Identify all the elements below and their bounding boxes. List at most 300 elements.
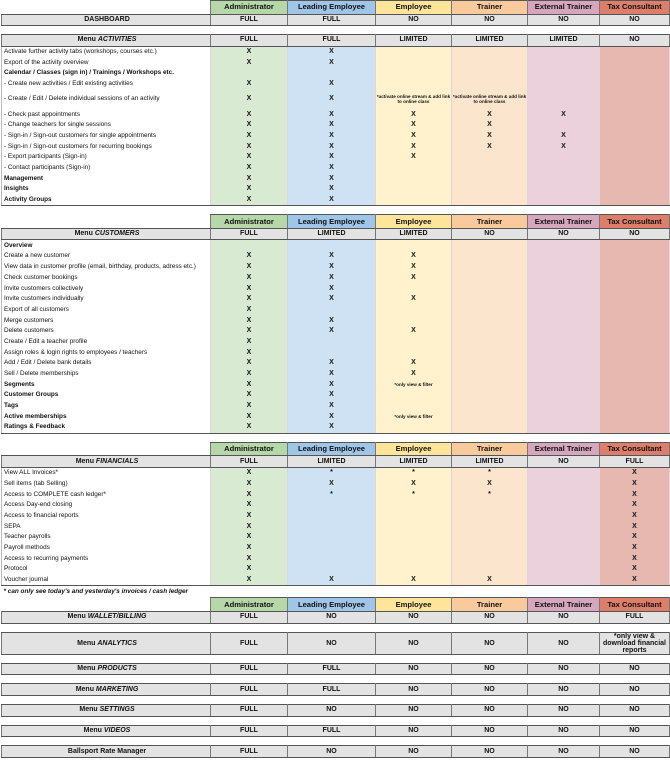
customers-permission-label: Assign roles & login rights to employees / teachers: [2, 347, 211, 358]
role-header-row: [2, 598, 670, 612]
customers-permission-cell-employee: X: [376, 273, 452, 284]
activities-level: LIMITED: [528, 35, 600, 47]
activities-permission-label: Export of the activity overview: [2, 57, 211, 68]
activities-section-title: Menu ACTIVITIES: [2, 35, 211, 47]
customers-permission-cell-leading-employee: X: [288, 358, 376, 369]
customers-permission-cell-tax-consultant: [600, 315, 670, 326]
financials-permission-cell-administrator: X: [211, 575, 288, 586]
customers-permission-cell-external-trainer: [528, 390, 600, 401]
activities-permission-cell-trainer: [452, 46, 528, 57]
customers-permission-cell-trainer: [452, 294, 528, 305]
customers-permission-cell-external-trainer: [528, 411, 600, 422]
activities-permission-cell-administrator: X: [211, 152, 288, 163]
activities-permission-cell-external-trainer: [528, 173, 600, 184]
customers-permission-cell-employee: X: [376, 262, 452, 273]
activities-permission-cell-employee: X: [376, 109, 452, 120]
customers-permission-row: [2, 369, 670, 380]
menu-level-tax-consultant: *only view & download financial reports: [600, 632, 670, 654]
financials-permission-cell-administrator: X: [211, 511, 288, 522]
customers-permission-cell-tax-consultant: [600, 411, 670, 422]
financials-permission-cell-administrator: X: [211, 532, 288, 543]
menu-level-tax-consultant: NO: [600, 663, 670, 675]
financials-permission-cell-administrator: X: [211, 479, 288, 490]
menu-level-employee: NO: [376, 746, 452, 758]
customers-permission-cell-trainer: [452, 315, 528, 326]
activities-permission-cell-trainer: [452, 184, 528, 195]
activities-permission-label: - Export participants (Sign-in): [2, 152, 211, 163]
customers-permission-row: [2, 390, 670, 401]
customers-permission-cell-administrator: X: [211, 262, 288, 273]
menu-title: [2, 725, 211, 737]
financials-permission-cell-tax-consultant: X: [600, 543, 670, 554]
customers-permission-row: [2, 240, 670, 251]
activities-permission-cell-leading-employee: X: [288, 79, 376, 90]
customers-permission-label: View data in customer profile (email, birthday, products, adress etc.): [2, 262, 211, 273]
customers-permission-row: [2, 401, 670, 412]
financials-permission-cell-leading-employee: *: [288, 489, 376, 500]
financials-permission-cell-administrator: X: [211, 543, 288, 554]
role-header-administrator: Administrator: [211, 215, 288, 229]
customers-permission-row: [2, 262, 670, 273]
customers-permission-row: [2, 411, 670, 422]
activities-permission-cell-tax-consultant: [600, 57, 670, 68]
activities-permission-label: - Create / Edit / Delete individual sessions of an activity: [2, 89, 211, 109]
customers-permission-cell-employee: [376, 315, 452, 326]
activities-permission-cell-employee: [376, 195, 452, 206]
role-header-employee: Employee: [376, 442, 452, 456]
financials-level: FULL: [600, 456, 670, 468]
financials-permission-cell-employee: [376, 543, 452, 554]
customers-permission-cell-trainer: [452, 251, 528, 262]
role-header-trainer: Trainer: [452, 1, 528, 15]
customers-permission-cell-external-trainer: [528, 369, 600, 380]
customers-level: NO: [528, 228, 600, 240]
customers-permission-cell-employee: *only view & filter: [376, 379, 452, 390]
customers-permission-cell-trainer: [452, 347, 528, 358]
customers-permission-cell-external-trainer: [528, 305, 600, 316]
financials-level: FULL: [211, 456, 288, 468]
financials-permission-cell-trainer: [452, 511, 528, 522]
financials-permission-cell-tax-consultant: X: [600, 489, 670, 500]
customers-permission-cell-external-trainer: [528, 240, 600, 251]
customers-permission-cell-trainer: [452, 401, 528, 412]
customers-permission-label: Check customer bookings: [2, 273, 211, 284]
customers-permission-label: Ratings & Feedback: [2, 422, 211, 433]
menu-level-employee: NO: [376, 725, 452, 737]
customers-permission-cell-trainer: [452, 305, 528, 316]
customers-permission-cell-tax-consultant: [600, 262, 670, 273]
role-header-tax-consultant: Tax Consultant: [600, 442, 670, 456]
activities-permission-cell-tax-consultant: [600, 120, 670, 131]
activities-permission-cell-administrator: X: [211, 195, 288, 206]
customers-permission-cell-trainer: [452, 283, 528, 294]
financials-permission-cell-external-trainer: [528, 479, 600, 490]
customers-permission-cell-external-trainer: [528, 273, 600, 284]
financials-permission-cell-employee: X: [376, 575, 452, 586]
customers-permission-label: Invite customers collectively: [2, 283, 211, 294]
dashboard-row: [2, 14, 670, 26]
activities-permission-label: Activate further activity tabs (workshops, courses etc.): [2, 46, 211, 57]
financials-permission-cell-trainer: X: [452, 479, 528, 490]
financials-permission-cell-tax-consultant: X: [600, 532, 670, 543]
menu-level-external-trainer: NO: [528, 725, 600, 737]
menu-level-administrator: FULL: [211, 684, 288, 696]
activities-level: FULL: [288, 35, 376, 47]
customers-permission-cell-external-trainer: [528, 337, 600, 348]
menu-level-administrator: FULL: [211, 746, 288, 758]
customers-permission-cell-trainer: [452, 262, 528, 273]
customers-permission-label: Tags: [2, 401, 211, 412]
role-header-external-trainer: External Trainer: [528, 1, 600, 15]
activities-permission-cell-administrator: X: [211, 89, 288, 109]
customers-permission-cell-employee: X: [376, 294, 452, 305]
dashboard-level: NO: [452, 14, 528, 26]
customers-permission-cell-administrator: X: [211, 251, 288, 262]
activities-permission-cell-leading-employee: X: [288, 46, 376, 57]
activities-permission-cell-trainer: X: [452, 109, 528, 120]
menu-level-leading-employee: NO: [288, 746, 376, 758]
financials-permission-cell-external-trainer: [528, 500, 600, 511]
activities-level: LIMITED: [376, 35, 452, 47]
menu-level-employee: NO: [376, 684, 452, 696]
activities-permission-cell-external-trainer: [528, 68, 600, 79]
customers-permission-row: [2, 379, 670, 390]
activities-permission-label: - Sign-in / Sign-out customers for recurring bookings: [2, 141, 211, 152]
menu-level-tax-consultant: NO: [600, 746, 670, 758]
menu-level-administrator: FULL: [211, 632, 288, 654]
activities-permission-cell-tax-consultant: [600, 141, 670, 152]
customers-permission-cell-employee: [376, 240, 452, 251]
customers-permission-cell-trainer: [452, 240, 528, 251]
financials-permission-cell-tax-consultant: X: [600, 553, 670, 564]
role-header-tax-consultant: Tax Consultant: [600, 1, 670, 15]
activities-permission-cell-trainer: X: [452, 131, 528, 142]
customers-permission-cell-tax-consultant: [600, 337, 670, 348]
activities-permission-cell-leading-employee: X: [288, 163, 376, 174]
financials-permission-cell-administrator: X: [211, 500, 288, 511]
financials-permission-label: SEPA: [2, 521, 211, 532]
activities-permission-cell-administrator: X: [211, 79, 288, 90]
menu-level-tax-consultant: FULL: [600, 611, 670, 623]
customers-permission-cell-administrator: X: [211, 294, 288, 305]
customers-permission-cell-trainer: [452, 379, 528, 390]
activities-permission-cell-external-trainer: X: [528, 109, 600, 120]
customers-permission-cell-leading-employee: X: [288, 283, 376, 294]
financials-permission-cell-administrator: X: [211, 521, 288, 532]
financials-permission-label: Teacher payrolls: [2, 532, 211, 543]
role-header-administrator: Administrator: [211, 442, 288, 456]
activities-permission-cell-tax-consultant: [600, 46, 670, 57]
customers-permission-cell-employee: [376, 401, 452, 412]
activities-permission-cell-administrator: X: [211, 57, 288, 68]
customers-permission-cell-leading-employee: X: [288, 369, 376, 380]
customers-permission-cell-administrator: [211, 240, 288, 251]
activities-permission-cell-administrator: [211, 68, 288, 79]
financials-permission-cell-tax-consultant: X: [600, 479, 670, 490]
financials-permission-row: [2, 532, 670, 543]
financials-permission-cell-external-trainer: [528, 564, 600, 575]
menu-row-settings: [2, 704, 670, 716]
activities-permission-cell-administrator: X: [211, 109, 288, 120]
role-header-leading-employee: Leading Employee: [288, 598, 376, 612]
customers-permission-cell-external-trainer: [528, 326, 600, 337]
menu-level-employee: NO: [376, 632, 452, 654]
menu-level-trainer: NO: [452, 746, 528, 758]
activities-permission-cell-tax-consultant: [600, 109, 670, 120]
customers-permission-cell-administrator: X: [211, 273, 288, 284]
customers-permission-cell-employee: X: [376, 369, 452, 380]
activities-permission-label: Insights: [2, 184, 211, 195]
activities-permission-label: Management: [2, 173, 211, 184]
customers-permission-cell-employee: [376, 305, 452, 316]
menu-row-analytics: [2, 632, 670, 654]
customers-permission-cell-employee: [376, 347, 452, 358]
menu-level-leading-employee: FULL: [288, 725, 376, 737]
customers-permission-cell-employee: [376, 422, 452, 433]
activities-level: NO: [600, 35, 670, 47]
menu-level-tax-consultant: NO: [600, 725, 670, 737]
customers-permission-cell-external-trainer: [528, 283, 600, 294]
menu-title: [2, 704, 211, 716]
customers-permission-cell-administrator: X: [211, 326, 288, 337]
menu-title-name: MARKETING: [95, 685, 139, 693]
financials-permission-cell-trainer: [452, 500, 528, 511]
menu-title-prefix: Menu: [83, 726, 104, 734]
customers-permission-cell-administrator: X: [211, 401, 288, 412]
activities-permission-cell-leading-employee: X: [288, 173, 376, 184]
customers-permission-cell-employee: [376, 390, 452, 401]
menu-row-ballsport-rate-manager: [2, 746, 670, 758]
customers-permission-cell-administrator: X: [211, 358, 288, 369]
customers-permission-label: Create a new customer: [2, 251, 211, 262]
customers-permission-cell-leading-employee: X: [288, 326, 376, 337]
role-header-external-trainer: External Trainer: [528, 215, 600, 229]
activities-permission-label: - Create new activities / Edit existing activities: [2, 79, 211, 90]
customers-permission-cell-leading-employee: X: [288, 262, 376, 273]
financials-level: NO: [528, 456, 600, 468]
menu-title: [2, 611, 211, 623]
customers-permission-row: [2, 358, 670, 369]
financials-permission-label: Protocol: [2, 564, 211, 575]
customers-permission-cell-tax-consultant: [600, 379, 670, 390]
activities-permission-cell-external-trainer: [528, 163, 600, 174]
activities-permission-cell-leading-employee: X: [288, 152, 376, 163]
financials-permission-cell-trainer: *: [452, 467, 528, 478]
activities-permission-cell-employee: [376, 163, 452, 174]
menu-title-prefix: Menu: [67, 613, 88, 621]
dashboard-level: NO: [600, 14, 670, 26]
customers-permission-cell-employee: X: [376, 251, 452, 262]
financials-footnote-row: [2, 586, 670, 598]
menu-title-name: SETTINGS: [99, 706, 135, 714]
menu-title-name: ANALYTICS: [97, 639, 137, 647]
financials-permission-cell-leading-employee: [288, 511, 376, 522]
role-header-row: [2, 215, 670, 229]
financials-permission-cell-external-trainer: [528, 467, 600, 478]
financials-permission-cell-trainer: [452, 553, 528, 564]
activities-permission-cell-administrator: X: [211, 131, 288, 142]
role-header-leading-employee: Leading Employee: [288, 442, 376, 456]
financials-permission-cell-employee: [376, 564, 452, 575]
activities-permission-cell-employee: [376, 184, 452, 195]
financials-permission-cell-trainer: [452, 532, 528, 543]
customers-permission-cell-leading-employee: X: [288, 422, 376, 433]
customers-permission-cell-external-trainer: [528, 294, 600, 305]
menu-title-name: PRODUCTS: [97, 664, 137, 672]
menu-title-name: WALLET/BILLING: [87, 613, 147, 621]
customers-permission-label: Segments: [2, 379, 211, 390]
customers-permission-cell-leading-employee: X: [288, 401, 376, 412]
financials-section-title: Menu FINANCIALS: [2, 456, 211, 468]
activities-permission-cell-employee: [376, 173, 452, 184]
activities-permission-cell-employee: [376, 79, 452, 90]
activities-permission-cell-external-trainer: X: [528, 131, 600, 142]
customers-permission-cell-tax-consultant: [600, 273, 670, 284]
activities-permission-cell-tax-consultant: [600, 79, 670, 90]
financials-permission-cell-external-trainer: [528, 511, 600, 522]
activities-permission-cell-trainer: [452, 68, 528, 79]
customers-permission-cell-administrator: X: [211, 411, 288, 422]
financials-permission-cell-external-trainer: [528, 575, 600, 586]
customers-permission-row: [2, 422, 670, 433]
customers-level: NO: [452, 228, 528, 240]
customers-permission-label: Overview: [2, 240, 211, 251]
activities-permission-cell-trainer: *activate online stream & add link to online class: [452, 89, 528, 109]
activities-permission-cell-tax-consultant: [600, 131, 670, 142]
customers-permission-cell-administrator: X: [211, 390, 288, 401]
financials-permission-cell-trainer: [452, 543, 528, 554]
customers-permission-row: [2, 283, 670, 294]
activities-section-row: [2, 35, 670, 47]
activities-permission-row: [2, 120, 670, 131]
customers-permission-label: Merge customers: [2, 315, 211, 326]
activities-permission-cell-trainer: X: [452, 141, 528, 152]
customers-permission-cell-leading-employee: X: [288, 273, 376, 284]
menu-level-external-trainer: NO: [528, 632, 600, 654]
customers-permission-row: [2, 337, 670, 348]
customers-permission-label: Create / Edit a teacher profile: [2, 337, 211, 348]
activities-permission-cell-external-trainer: [528, 152, 600, 163]
customers-permission-cell-tax-consultant: [600, 305, 670, 316]
activities-permission-cell-leading-employee: X: [288, 184, 376, 195]
customers-permission-cell-external-trainer: [528, 315, 600, 326]
financials-permission-cell-trainer: *: [452, 489, 528, 500]
menu-level-external-trainer: NO: [528, 663, 600, 675]
customers-permission-cell-leading-employee: [288, 240, 376, 251]
financials-permission-cell-leading-employee: [288, 521, 376, 532]
menu-level-trainer: NO: [452, 684, 528, 696]
financials-permission-cell-leading-employee: [288, 532, 376, 543]
financials-permission-label: Access to recurring payments: [2, 553, 211, 564]
menu-level-administrator: FULL: [211, 725, 288, 737]
customers-permission-cell-employee: X: [376, 358, 452, 369]
customers-permission-cell-trainer: [452, 273, 528, 284]
financials-permission-row: [2, 479, 670, 490]
customers-permission-cell-trainer: [452, 358, 528, 369]
activities-level: LIMITED: [452, 35, 528, 47]
menu-level-tax-consultant: NO: [600, 684, 670, 696]
financials-permission-row: [2, 500, 670, 511]
customers-permission-cell-leading-employee: X: [288, 411, 376, 422]
menu-row-marketing: [2, 684, 670, 696]
activities-permission-cell-trainer: X: [452, 120, 528, 131]
customers-level: NO: [600, 228, 670, 240]
dashboard-level: NO: [528, 14, 600, 26]
financials-permission-row: [2, 553, 670, 564]
activities-permission-cell-trainer: [452, 163, 528, 174]
menu-level-leading-employee: NO: [288, 632, 376, 654]
customers-permission-label: Invite customers individually: [2, 294, 211, 305]
customers-permission-cell-administrator: X: [211, 369, 288, 380]
menu-level-trainer: NO: [452, 704, 528, 716]
activities-permission-cell-employee: X: [376, 152, 452, 163]
activities-permission-cell-external-trainer: [528, 89, 600, 109]
menu-title-prefix: Menu: [77, 664, 98, 672]
activities-permission-cell-employee: X: [376, 131, 452, 142]
customers-level: LIMITED: [288, 228, 376, 240]
activities-permission-cell-leading-employee: [288, 68, 376, 79]
customers-permission-cell-employee: [376, 337, 452, 348]
financials-permission-label: Voucher journal: [2, 575, 211, 586]
menu-title-prefix: Menu: [79, 706, 100, 714]
customers-permission-cell-external-trainer: [528, 401, 600, 412]
customers-permission-cell-tax-consultant: [600, 369, 670, 380]
customers-permission-cell-leading-employee: X: [288, 251, 376, 262]
activities-permission-label: - Change teachers for single sessions: [2, 120, 211, 131]
financials-permission-label: Access to financial reports: [2, 511, 211, 522]
financials-permission-cell-employee: [376, 532, 452, 543]
activities-permission-cell-trainer: [452, 152, 528, 163]
activities-permission-row: [2, 152, 670, 163]
menu-row-products: [2, 663, 670, 675]
activities-permission-cell-external-trainer: [528, 79, 600, 90]
activities-permission-row: [2, 173, 670, 184]
financials-permission-cell-administrator: X: [211, 553, 288, 564]
customers-permission-cell-tax-consultant: [600, 422, 670, 433]
customers-permission-cell-trainer: [452, 337, 528, 348]
customers-permission-cell-trainer: [452, 390, 528, 401]
activities-permission-cell-external-trainer: [528, 120, 600, 131]
menu-level-external-trainer: NO: [528, 704, 600, 716]
financials-permission-cell-tax-consultant: X: [600, 521, 670, 532]
financials-permission-cell-administrator: X: [211, 564, 288, 575]
activities-permission-cell-employee: X: [376, 120, 452, 131]
activities-permission-row: [2, 184, 670, 195]
activities-permission-cell-leading-employee: X: [288, 131, 376, 142]
customers-permission-label: Add / Edit / Delete bank details: [2, 358, 211, 369]
activities-permission-cell-trainer: [452, 173, 528, 184]
activities-permission-label: Activity Groups: [2, 195, 211, 206]
customers-permission-cell-external-trainer: [528, 251, 600, 262]
customers-permission-cell-tax-consultant: [600, 390, 670, 401]
financials-permission-label: Sell items (tab Selling): [2, 479, 211, 490]
customers-permission-cell-administrator: X: [211, 315, 288, 326]
dashboard-level: NO: [376, 14, 452, 26]
customers-permission-cell-trainer: [452, 326, 528, 337]
customers-permission-cell-leading-employee: [288, 305, 376, 316]
menu-level-trainer: NO: [452, 663, 528, 675]
customers-permission-label: Sell / Delete memberships: [2, 369, 211, 380]
role-header-trainer: Trainer: [452, 442, 528, 456]
menu-level-employee: NO: [376, 704, 452, 716]
customers-permission-label: Customer Groups: [2, 390, 211, 401]
financials-permission-cell-external-trainer: [528, 543, 600, 554]
activities-permission-row: [2, 141, 670, 152]
customers-permission-cell-external-trainer: [528, 379, 600, 390]
activities-permission-cell-tax-consultant: [600, 173, 670, 184]
customers-permission-cell-tax-consultant: [600, 401, 670, 412]
customers-permission-cell-administrator: X: [211, 347, 288, 358]
